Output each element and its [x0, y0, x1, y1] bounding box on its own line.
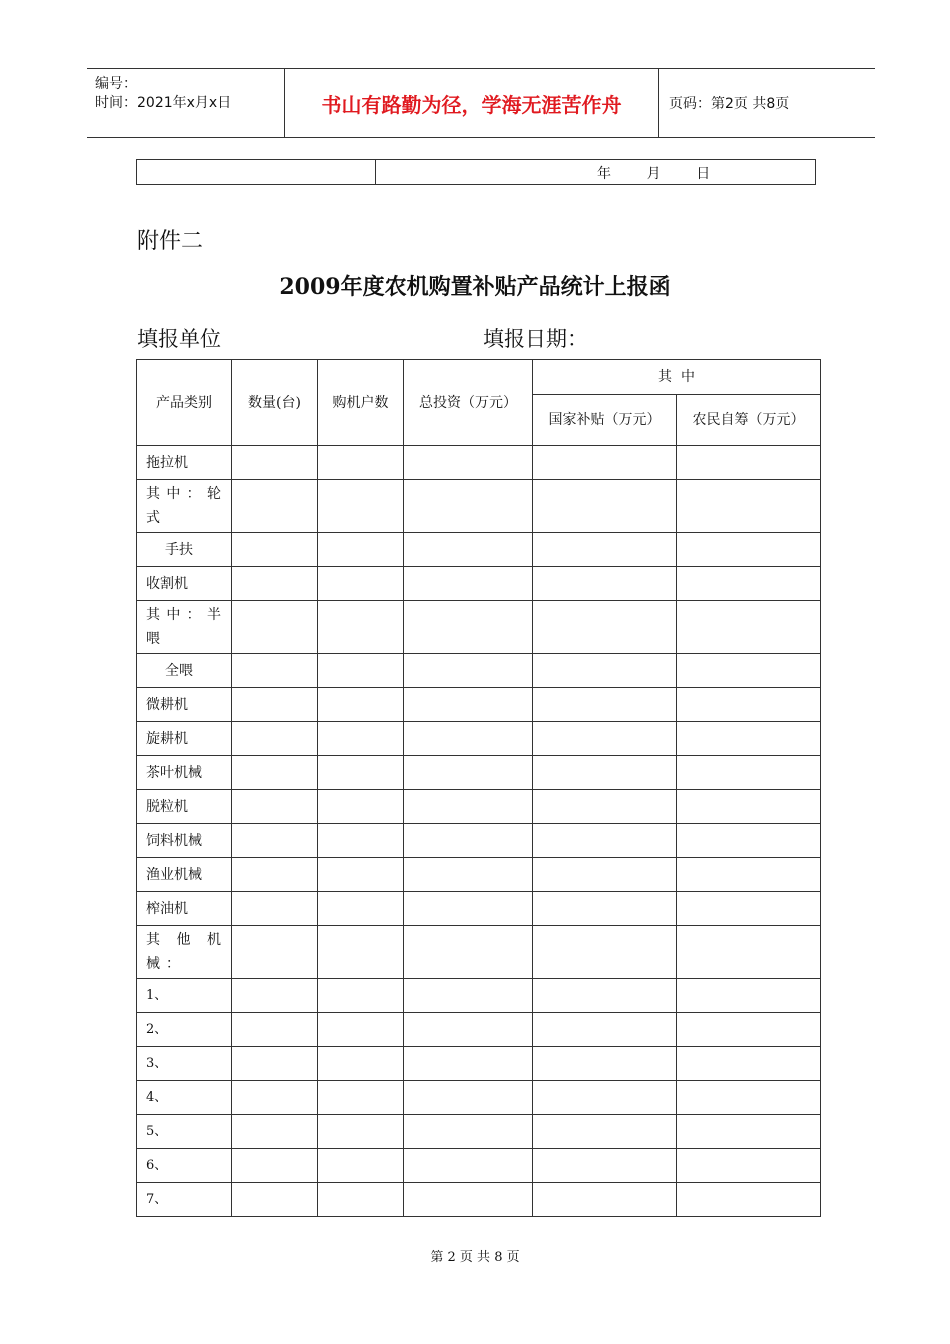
table-row [137, 1047, 821, 1081]
total-investment-cell[interactable] [404, 688, 533, 722]
row-category: 茶叶机械 [137, 756, 232, 790]
total-investment-cell[interactable] [404, 926, 533, 979]
farmer-self-cell[interactable] [677, 1115, 821, 1149]
total-investment-cell[interactable] [404, 858, 533, 892]
quantity-cell[interactable] [232, 756, 318, 790]
table-row [137, 1183, 821, 1217]
buyers-cell[interactable] [318, 790, 404, 824]
buyers-cell[interactable] [318, 567, 404, 601]
total-investment-cell[interactable] [404, 567, 533, 601]
row-category: 7、 [137, 1183, 232, 1217]
state-subsidy-cell[interactable] [533, 1013, 677, 1047]
table-row [137, 892, 821, 926]
fill-date-label: 填报日期： [483, 327, 588, 351]
state-subsidy-cell[interactable] [533, 446, 677, 480]
quantity-cell[interactable] [232, 926, 318, 979]
total-investment-cell[interactable] [404, 533, 533, 567]
table-row [137, 446, 821, 480]
row-category: 微耕机 [137, 688, 232, 722]
table-row [137, 790, 821, 824]
table-row [137, 480, 821, 533]
farmer-self-cell[interactable] [677, 654, 821, 688]
table-row [137, 1115, 821, 1149]
row-category: 6、 [137, 1149, 232, 1183]
quantity-cell[interactable] [232, 1149, 318, 1183]
buyers-cell[interactable] [318, 979, 404, 1013]
total-investment-cell[interactable] [404, 892, 533, 926]
state-subsidy-cell[interactable] [533, 1115, 677, 1149]
farmer-self-cell[interactable] [677, 722, 821, 756]
total-investment-cell[interactable] [404, 1013, 533, 1047]
header-meta [87, 69, 285, 137]
total-investment-cell[interactable] [404, 979, 533, 1013]
total-investment-cell[interactable] [404, 654, 533, 688]
farmer-self-cell[interactable] [677, 446, 821, 480]
state-subsidy-cell[interactable] [533, 892, 677, 926]
state-subsidy-cell[interactable] [533, 1149, 677, 1183]
total-investment-cell[interactable] [404, 1081, 533, 1115]
signature-date-line: 年 月 日 [597, 166, 711, 182]
buyers-cell[interactable] [318, 1081, 404, 1115]
farmer-self-cell[interactable] [677, 1013, 821, 1047]
total-investment-cell[interactable] [404, 722, 533, 756]
quantity-cell[interactable] [232, 1115, 318, 1149]
table-row [137, 979, 821, 1013]
farmer-self-cell[interactable] [677, 1149, 821, 1183]
row-category: 手扶 [137, 533, 232, 567]
buyers-cell[interactable] [318, 722, 404, 756]
row-category: 拖拉机 [137, 446, 232, 480]
state-subsidy-cell[interactable] [533, 567, 677, 601]
quantity-cell[interactable] [232, 688, 318, 722]
quantity-cell[interactable] [232, 480, 318, 533]
row-category: 其中：轮式 [137, 480, 232, 533]
quantity-cell[interactable] [232, 722, 318, 756]
page-header [87, 68, 875, 138]
buyers-cell[interactable] [318, 533, 404, 567]
state-subsidy-cell[interactable] [533, 1047, 677, 1081]
farmer-self-cell[interactable] [677, 533, 821, 567]
table-row [137, 1149, 821, 1183]
table-row [137, 858, 821, 892]
row-category: 2、 [137, 1013, 232, 1047]
buyers-cell[interactable] [318, 824, 404, 858]
quantity-cell[interactable] [232, 1047, 318, 1081]
state-subsidy-cell[interactable] [533, 722, 677, 756]
buyers-cell[interactable] [318, 601, 404, 654]
header-buyers: 购机户数 [318, 360, 404, 446]
total-investment-cell[interactable] [404, 1047, 533, 1081]
buyers-cell[interactable] [318, 892, 404, 926]
document-title: 2009年度农机购置补贴产品统计上报函 [279, 274, 671, 300]
row-category: 全喂 [137, 654, 232, 688]
subsidy-statistics-table [136, 359, 821, 1217]
quantity-cell[interactable] [232, 1013, 318, 1047]
row-category: 其他机械： [137, 926, 232, 979]
farmer-self-cell[interactable] [677, 926, 821, 979]
farmer-self-cell[interactable] [677, 601, 821, 654]
header-of-which: 其 中 [533, 360, 821, 395]
farmer-self-cell[interactable] [677, 756, 821, 790]
table-row [137, 722, 821, 756]
header-motto: 书山有路勤为径，学海无涯苦作舟 [285, 69, 659, 137]
quantity-cell[interactable] [232, 533, 318, 567]
attachment-label: 附件二 [137, 229, 204, 254]
buyers-cell[interactable] [318, 1183, 404, 1217]
quantity-cell[interactable] [232, 858, 318, 892]
state-subsidy-cell[interactable] [533, 601, 677, 654]
buyers-cell[interactable] [318, 688, 404, 722]
table-row [137, 1013, 821, 1047]
farmer-self-cell[interactable] [677, 824, 821, 858]
page-footer: 第 2 页 共 8 页 [430, 1250, 520, 1265]
farmer-self-cell[interactable] [677, 858, 821, 892]
buyers-cell[interactable] [318, 1047, 404, 1081]
table-row [137, 533, 821, 567]
quantity-cell[interactable] [232, 790, 318, 824]
state-subsidy-cell[interactable] [533, 654, 677, 688]
header-quantity: 数量(台) [232, 360, 318, 446]
state-subsidy-cell[interactable] [533, 790, 677, 824]
total-investment-cell[interactable] [404, 1183, 533, 1217]
row-category: 1、 [137, 979, 232, 1013]
table-row [137, 688, 821, 722]
table-row [137, 1081, 821, 1115]
farmer-self-cell[interactable] [677, 688, 821, 722]
row-category: 旋耕机 [137, 722, 232, 756]
row-category: 渔业机械 [137, 858, 232, 892]
farmer-self-cell[interactable] [677, 1183, 821, 1217]
total-investment-cell[interactable] [404, 1115, 533, 1149]
total-investment-cell[interactable] [404, 446, 533, 480]
quantity-cell[interactable] [232, 446, 318, 480]
header-page-label: 页码：第2页 共8页 [669, 96, 790, 112]
buyers-cell[interactable] [318, 858, 404, 892]
state-subsidy-cell[interactable] [533, 756, 677, 790]
table-body [137, 446, 821, 1217]
previous-page-table-end [136, 159, 816, 185]
total-investment-cell[interactable] [404, 824, 533, 858]
table-row [137, 926, 821, 979]
state-subsidy-cell[interactable] [533, 480, 677, 533]
table-row [137, 567, 821, 601]
farmer-self-cell[interactable] [677, 1047, 821, 1081]
state-subsidy-cell[interactable] [533, 688, 677, 722]
table-row [137, 756, 821, 790]
quantity-cell[interactable] [232, 1183, 318, 1217]
fill-unit-label: 填报单位 [137, 327, 221, 351]
farmer-self-cell[interactable] [677, 892, 821, 926]
row-category: 收割机 [137, 567, 232, 601]
buyers-cell[interactable] [318, 654, 404, 688]
buyers-cell[interactable] [318, 480, 404, 533]
state-subsidy-cell[interactable] [533, 979, 677, 1013]
farmer-self-cell[interactable] [677, 1081, 821, 1115]
row-category: 饲料机械 [137, 824, 232, 858]
row-category: 脱粒机 [137, 790, 232, 824]
total-investment-cell[interactable] [404, 790, 533, 824]
buyers-cell[interactable] [318, 756, 404, 790]
header-state-subsidy: 国家补贴（万元） [533, 395, 677, 446]
buyers-cell[interactable] [318, 1115, 404, 1149]
table-row [137, 654, 821, 688]
farmer-self-cell[interactable] [677, 790, 821, 824]
table-divider [375, 160, 376, 184]
state-subsidy-cell[interactable] [533, 1081, 677, 1115]
total-investment-cell[interactable] [404, 1149, 533, 1183]
state-subsidy-cell[interactable] [533, 1183, 677, 1217]
table-row [137, 601, 821, 654]
buyers-cell[interactable] [318, 1149, 404, 1183]
document-number-label: 编号： [95, 76, 137, 92]
state-subsidy-cell[interactable] [533, 858, 677, 892]
row-category: 榨油机 [137, 892, 232, 926]
buyers-cell[interactable] [318, 446, 404, 480]
quantity-cell[interactable] [232, 892, 318, 926]
farmer-self-cell[interactable] [677, 480, 821, 533]
row-category: 其中：半喂 [137, 601, 232, 654]
quantity-cell[interactable] [232, 979, 318, 1013]
state-subsidy-cell[interactable] [533, 926, 677, 979]
state-subsidy-cell[interactable] [533, 533, 677, 567]
total-investment-cell[interactable] [404, 756, 533, 790]
total-investment-cell[interactable] [404, 480, 533, 533]
quantity-cell[interactable] [232, 654, 318, 688]
quantity-cell[interactable] [232, 567, 318, 601]
header-farmer-self: 农民自筹（万元） [677, 395, 821, 446]
quantity-cell[interactable] [232, 824, 318, 858]
total-investment-cell[interactable] [404, 601, 533, 654]
header-total-investment: 总投资（万元） [404, 360, 533, 446]
document-time-label: 时间：2021年x月x日 [95, 95, 232, 111]
row-category: 4、 [137, 1081, 232, 1115]
farmer-self-cell[interactable] [677, 567, 821, 601]
row-category: 5、 [137, 1115, 232, 1149]
farmer-self-cell[interactable] [677, 979, 821, 1013]
quantity-cell[interactable] [232, 601, 318, 654]
quantity-cell[interactable] [232, 1081, 318, 1115]
row-category: 3、 [137, 1047, 232, 1081]
state-subsidy-cell[interactable] [533, 824, 677, 858]
buyers-cell[interactable] [318, 926, 404, 979]
table-row [137, 824, 821, 858]
buyers-cell[interactable] [318, 1013, 404, 1047]
header-category: 产品类别 [137, 360, 232, 446]
